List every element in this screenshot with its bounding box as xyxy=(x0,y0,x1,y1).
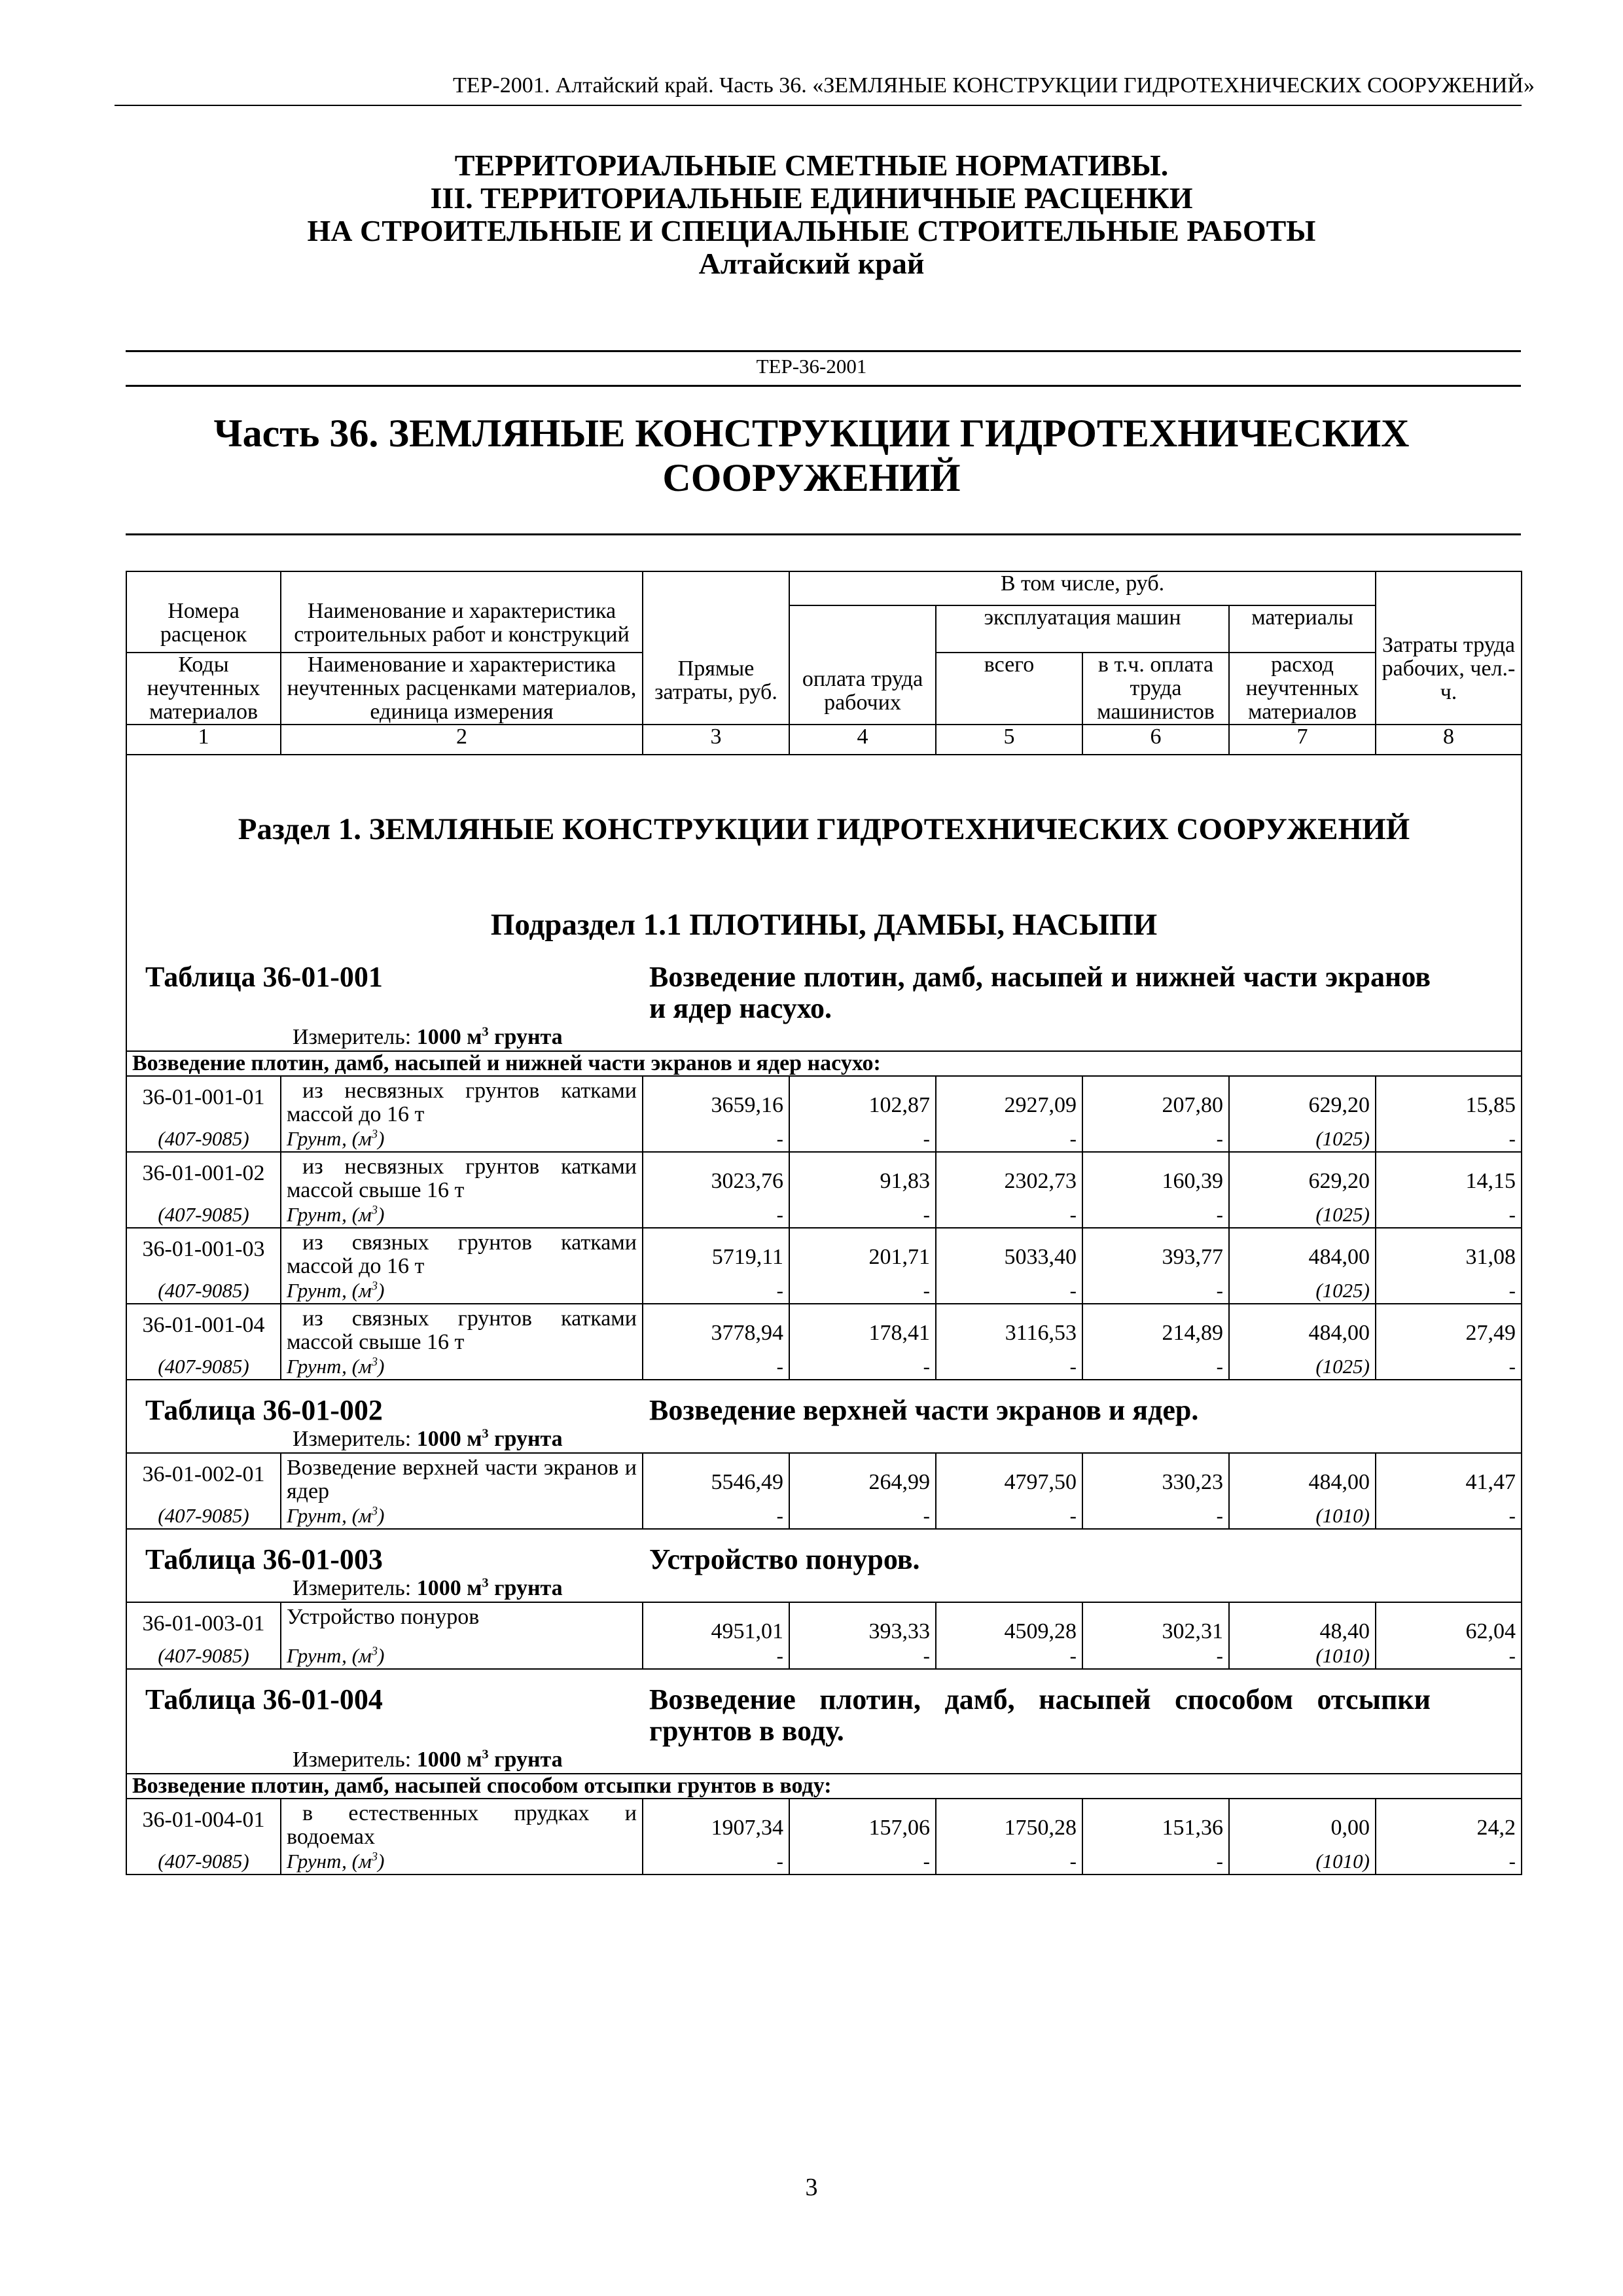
header-col3: Прямые затраты, руб. xyxy=(643,571,789,725)
rate-value: 484,00 xyxy=(1229,1453,1376,1503)
rate-row xyxy=(126,1799,1522,1849)
rate-description: Возведение верхней части экранов и ядер xyxy=(281,1453,643,1503)
table-heading-row xyxy=(126,1669,1522,1774)
dash-cell: - xyxy=(936,1126,1082,1152)
material-name-exp: 3 xyxy=(371,1850,378,1864)
material-code: (407-9085) xyxy=(126,1202,281,1228)
material-name-prefix: Грунт, (м xyxy=(287,1127,372,1150)
dash-cell: - xyxy=(936,1278,1082,1304)
rate-description: из связных грунтов катками массой свыше 16 т xyxy=(281,1304,643,1354)
col-number: 1 xyxy=(126,725,281,755)
rate-value: 31,08 xyxy=(1376,1228,1522,1278)
rate-value: 5719,11 xyxy=(643,1228,789,1278)
table-heading xyxy=(132,1544,1516,1575)
material-code: (407-9085) xyxy=(126,1849,281,1874)
header-col2-bottom: Наименование и характеристика неучтенных расценками материалов, единица измерения xyxy=(281,653,643,725)
material-name xyxy=(281,1126,643,1152)
rate-value: 157,06 xyxy=(789,1799,936,1849)
dash-cell: - xyxy=(936,1849,1082,1874)
header-machines: эксплуатация машин xyxy=(936,605,1229,653)
page-number: 3 xyxy=(805,2174,818,2201)
dash-cell: - xyxy=(789,1354,936,1380)
rate-row xyxy=(126,1602,1522,1643)
rate-code: 36-01-001-01 xyxy=(126,1076,281,1126)
table-heading-row xyxy=(126,961,1522,1051)
material-row xyxy=(126,1849,1522,1874)
material-consumption: (1010) xyxy=(1229,1643,1376,1669)
dash-cell: - xyxy=(936,1202,1082,1228)
title-line: НА СТРОИТЕЛЬНЫЕ И СПЕЦИАЛЬНЫЕ СТРОИТЕЛЬНЫЕ РАБОТЫ xyxy=(307,214,1316,247)
header-col5: всего xyxy=(936,653,1082,725)
material-name-prefix: Грунт, (м xyxy=(287,1203,372,1226)
dash-cell: - xyxy=(1376,1126,1522,1152)
material-name-prefix: Грунт, (м xyxy=(287,1355,372,1378)
rate-value: 91,83 xyxy=(789,1152,936,1202)
material-name-suffix: ) xyxy=(378,1279,385,1302)
material-name-exp: 3 xyxy=(371,1203,378,1217)
rate-description: Устройство понуров xyxy=(281,1602,643,1643)
measure-value-exp: 3 xyxy=(482,1024,489,1039)
material-name-exp: 3 xyxy=(371,1355,378,1369)
material-consumption: (1025) xyxy=(1229,1278,1376,1304)
measure-value xyxy=(417,1025,563,1049)
col-number: 4 xyxy=(789,725,936,755)
rate-value: 393,33 xyxy=(789,1602,936,1643)
table-code: Таблица 36-01-002 xyxy=(145,1394,383,1426)
col-number: 7 xyxy=(1229,725,1376,755)
rate-value: 484,00 xyxy=(1229,1304,1376,1354)
col-number: 3 xyxy=(643,725,789,755)
rate-value: 4797,50 xyxy=(936,1453,1082,1503)
rate-value: 214,89 xyxy=(1082,1304,1229,1354)
table-code: Таблица 36-01-003 xyxy=(145,1543,383,1575)
material-code: (407-9085) xyxy=(126,1278,281,1304)
title-line: III. ТЕРРИТОРИАЛЬНЫЕ ЕДИНИЧНЫЕ РАСЦЕНКИ xyxy=(430,181,1193,215)
part-title-line: СООРУЖЕНИЙ xyxy=(662,456,961,499)
dash-cell: - xyxy=(789,1202,936,1228)
rate-value: 3116,53 xyxy=(936,1304,1082,1354)
rate-code: 36-01-002-01 xyxy=(126,1453,281,1503)
rate-row xyxy=(126,1152,1522,1202)
dash-cell: - xyxy=(936,1354,1082,1380)
rate-code: 36-01-003-01 xyxy=(126,1602,281,1643)
rate-description: из несвязных грунтов катками массой до 16 т xyxy=(281,1076,643,1126)
material-name xyxy=(281,1643,643,1669)
dash-cell: - xyxy=(1082,1849,1229,1874)
material-name-suffix: ) xyxy=(378,1203,385,1226)
group-title: Возведение плотин, дамб, насыпей и нижней части экранов и ядер насухо: xyxy=(126,1051,1522,1076)
dash-cell: - xyxy=(936,1503,1082,1529)
section-title: Раздел 1. ЗЕМЛЯНЫЕ КОНСТРУКЦИИ ГИДРОТЕХНИЧЕСКИХ СООРУЖЕНИЙ xyxy=(238,812,1410,846)
rate-value: 3023,76 xyxy=(643,1152,789,1202)
dash-cell: - xyxy=(643,1278,789,1304)
dash-cell: - xyxy=(643,1354,789,1380)
part-rule xyxy=(126,533,1521,535)
dash-cell: - xyxy=(1082,1202,1229,1228)
material-row xyxy=(126,1278,1522,1304)
dash-cell: - xyxy=(789,1278,936,1304)
material-row xyxy=(126,1503,1522,1529)
dash-cell: - xyxy=(643,1126,789,1152)
dash-cell: - xyxy=(789,1643,936,1669)
rate-code: 36-01-001-04 xyxy=(126,1304,281,1354)
material-name-suffix: ) xyxy=(378,1850,385,1873)
tep-code: ТЕР-36-2001 xyxy=(756,355,867,378)
header-rule xyxy=(115,105,1522,106)
header-col6: в т.ч. оплата труда машинистов xyxy=(1082,653,1229,725)
measure-value-suffix: грунта xyxy=(488,1427,563,1451)
rate-description: из связных грунтов катками массой до 16 т xyxy=(281,1228,643,1278)
group-title: Возведение плотин, дамб, насыпей способом отсыпки грунтов в воду: xyxy=(126,1774,1522,1799)
header-col4: оплата труда рабочих xyxy=(789,605,936,725)
rate-value: 484,00 xyxy=(1229,1228,1376,1278)
group-row xyxy=(126,1051,1522,1076)
dash-cell: - xyxy=(936,1643,1082,1669)
material-code: (407-9085) xyxy=(126,1503,281,1529)
dash-cell: - xyxy=(1082,1126,1229,1152)
material-name-exp: 3 xyxy=(371,1504,378,1518)
measure-value-exp: 3 xyxy=(482,1426,489,1441)
measure-line xyxy=(132,1575,1516,1602)
rate-value: 24,2 xyxy=(1376,1799,1522,1849)
material-consumption: (1025) xyxy=(1229,1126,1376,1152)
measure-value xyxy=(417,1748,563,1772)
material-name-exp: 3 xyxy=(371,1644,378,1659)
rate-value: 1750,28 xyxy=(936,1799,1082,1849)
measure-label: Измеритель: xyxy=(293,1025,412,1049)
material-consumption: (1025) xyxy=(1229,1202,1376,1228)
table-title: Возведение плотин, дамб, насыпей способом отсыпки грунтов в воду. xyxy=(649,1683,1431,1747)
material-name-exp: 3 xyxy=(371,1279,378,1293)
material-consumption: (1010) xyxy=(1229,1849,1376,1874)
measure-value xyxy=(417,1576,563,1600)
material-row xyxy=(126,1354,1522,1380)
table-heading xyxy=(132,1684,1516,1747)
material-name-suffix: ) xyxy=(378,1127,385,1150)
header-col2-top: Наименование и характеристика строительных работ и конструкций xyxy=(281,571,643,653)
material-name xyxy=(281,1849,643,1874)
material-code: (407-9085) xyxy=(126,1643,281,1669)
part-title xyxy=(0,411,1623,500)
material-consumption: (1025) xyxy=(1229,1354,1376,1380)
rate-value: 3778,94 xyxy=(643,1304,789,1354)
table-title: Устройство понуров. xyxy=(649,1543,920,1575)
measure-value-exp: 3 xyxy=(482,1575,489,1590)
header-materials: материалы xyxy=(1229,605,1376,653)
rate-value: 41,47 xyxy=(1376,1453,1522,1503)
rate-value: 4509,28 xyxy=(936,1602,1082,1643)
rate-row xyxy=(126,1304,1522,1354)
measure-value-suffix: грунта xyxy=(488,1576,563,1600)
table-title: Возведение верхней части экранов и ядер. xyxy=(649,1394,1199,1426)
rate-value: 178,41 xyxy=(789,1304,936,1354)
rate-value: 201,71 xyxy=(789,1228,936,1278)
measure-value-exp: 3 xyxy=(482,1747,489,1762)
measure-value-prefix: 1000 м xyxy=(416,1427,482,1451)
rate-value: 160,39 xyxy=(1082,1152,1229,1202)
col-number: 2 xyxy=(281,725,643,755)
col-number: 5 xyxy=(936,725,1082,755)
header-col1-top: Номера расценок xyxy=(126,571,281,653)
column-numbers-row xyxy=(126,725,1522,755)
dash-cell: - xyxy=(1082,1354,1229,1380)
dash-cell: - xyxy=(1376,1849,1522,1874)
dash-cell: - xyxy=(643,1202,789,1228)
code-rule-top xyxy=(126,350,1521,352)
material-name-suffix: ) xyxy=(378,1504,385,1527)
col-number: 8 xyxy=(1376,725,1522,755)
table-heading-row xyxy=(126,1380,1522,1453)
rate-description: в естественных прудках и водоемах xyxy=(281,1799,643,1849)
rate-value: 207,80 xyxy=(1082,1076,1229,1126)
measure-value-suffix: грунта xyxy=(488,1748,563,1772)
dash-cell: - xyxy=(1376,1643,1522,1669)
rate-value: 2927,09 xyxy=(936,1076,1082,1126)
rate-value: 14,15 xyxy=(1376,1152,1522,1202)
material-name-exp: 3 xyxy=(371,1127,378,1141)
rate-row xyxy=(126,1076,1522,1126)
rate-value: 629,20 xyxy=(1229,1076,1376,1126)
measure-line xyxy=(132,1426,1516,1452)
rate-value: 15,85 xyxy=(1376,1076,1522,1126)
dash-cell: - xyxy=(789,1126,936,1152)
rate-row xyxy=(126,1453,1522,1503)
material-code: (407-9085) xyxy=(126,1126,281,1152)
table-code: Таблица 36-01-001 xyxy=(145,961,383,993)
measure-label: Измеритель: xyxy=(293,1748,412,1772)
material-name-suffix: ) xyxy=(378,1355,385,1378)
material-name xyxy=(281,1503,643,1529)
table-heading xyxy=(132,961,1516,1024)
rate-value: 330,23 xyxy=(1082,1453,1229,1503)
rate-value: 393,77 xyxy=(1082,1228,1229,1278)
dash-cell: - xyxy=(1376,1354,1522,1380)
rate-code: 36-01-004-01 xyxy=(126,1799,281,1849)
rate-value: 5546,49 xyxy=(643,1453,789,1503)
material-consumption: (1010) xyxy=(1229,1503,1376,1529)
table-heading xyxy=(132,1395,1516,1426)
dash-cell: - xyxy=(1082,1643,1229,1669)
header-col1-bottom: Коды неучтенных материалов xyxy=(126,653,281,725)
measure-value-prefix: 1000 м xyxy=(416,1025,482,1049)
section-row xyxy=(126,755,1522,961)
title-line: Алтайский край xyxy=(698,247,925,280)
rate-value: 264,99 xyxy=(789,1453,936,1503)
material-row xyxy=(126,1126,1522,1152)
dash-cell: - xyxy=(643,1849,789,1874)
rate-code: 36-01-001-02 xyxy=(126,1152,281,1202)
rate-code: 36-01-001-03 xyxy=(126,1228,281,1278)
measure-value-prefix: 1000 м xyxy=(416,1748,482,1772)
rate-row xyxy=(126,1228,1522,1278)
material-code: (407-9085) xyxy=(126,1354,281,1380)
rate-value: 27,49 xyxy=(1376,1304,1522,1354)
material-row xyxy=(126,1202,1522,1228)
dash-cell: - xyxy=(1082,1503,1229,1529)
rates-table xyxy=(126,571,1522,1875)
dash-cell: - xyxy=(643,1643,789,1669)
measure-value-suffix: грунта xyxy=(488,1025,563,1049)
material-name xyxy=(281,1202,643,1228)
rate-value: 4951,01 xyxy=(643,1602,789,1643)
table-title: Возведение плотин, дамб, насыпей и нижней части экранов и ядер насухо. xyxy=(649,961,1431,1024)
header-including: В том числе, руб. xyxy=(789,571,1376,605)
header-col7: расход неучтенных материалов xyxy=(1229,653,1376,725)
rate-value: 2302,73 xyxy=(936,1152,1082,1202)
table-code: Таблица 36-01-004 xyxy=(145,1683,383,1715)
part-title-line: Часть 36. ЗЕМЛЯНЫЕ КОНСТРУКЦИИ ГИДРОТЕХНИЧЕСКИХ xyxy=(213,412,1410,455)
measure-value xyxy=(417,1427,563,1451)
code-rule-bottom xyxy=(126,385,1521,387)
dash-cell: - xyxy=(1376,1503,1522,1529)
rate-value: 48,40 xyxy=(1229,1602,1376,1643)
col-number: 6 xyxy=(1082,725,1229,755)
material-name-suffix: ) xyxy=(378,1644,385,1667)
rate-value: 5033,40 xyxy=(936,1228,1082,1278)
rate-value: 1907,34 xyxy=(643,1799,789,1849)
dash-cell: - xyxy=(1376,1278,1522,1304)
measure-line xyxy=(132,1747,1516,1773)
group-row xyxy=(126,1774,1522,1799)
header-col8: Затраты труда рабочих, чел.-ч. xyxy=(1376,571,1522,725)
rate-value: 629,20 xyxy=(1229,1152,1376,1202)
rate-description: из несвязных грунтов катками массой свыше 16 т xyxy=(281,1152,643,1202)
measure-label: Измеритель: xyxy=(293,1576,412,1600)
table-heading-row xyxy=(126,1529,1522,1602)
dash-cell: - xyxy=(1082,1278,1229,1304)
dash-cell: - xyxy=(789,1503,936,1529)
document-title xyxy=(0,149,1623,280)
measure-line xyxy=(132,1024,1516,1050)
material-name xyxy=(281,1278,643,1304)
material-name xyxy=(281,1354,643,1380)
dash-cell: - xyxy=(789,1849,936,1874)
dash-cell: - xyxy=(643,1503,789,1529)
rate-value: 151,36 xyxy=(1082,1799,1229,1849)
rate-value: 102,87 xyxy=(789,1076,936,1126)
material-name-prefix: Грунт, (м xyxy=(287,1850,372,1873)
title-line: ТЕРРИТОРИАЛЬНЫЕ СМЕТНЫЕ НОРМАТИВЫ. xyxy=(454,149,1169,182)
dash-cell: - xyxy=(1376,1202,1522,1228)
running-header: ТЕР-2001. Алтайский край. Часть 36. «ЗЕМЛЯНЫЕ КОНСТРУКЦИИ ГИДРОТЕХНИЧЕСКИХ СООРУЖЕНИЙ» xyxy=(452,73,1535,98)
measure-value-prefix: 1000 м xyxy=(416,1576,482,1600)
material-name-prefix: Грунт, (м xyxy=(287,1644,372,1667)
material-name-prefix: Грунт, (м xyxy=(287,1504,372,1527)
rate-value: 62,04 xyxy=(1376,1602,1522,1643)
rate-value: 0,00 xyxy=(1229,1799,1376,1849)
rate-value: 302,31 xyxy=(1082,1602,1229,1643)
rate-value: 3659,16 xyxy=(643,1076,789,1126)
measure-label: Измеритель: xyxy=(293,1427,412,1451)
material-row xyxy=(126,1643,1522,1669)
subsection-title: Подраздел 1.1 ПЛОТИНЫ, ДАМБЫ, НАСЫПИ xyxy=(490,908,1158,942)
material-name-prefix: Грунт, (м xyxy=(287,1279,372,1302)
